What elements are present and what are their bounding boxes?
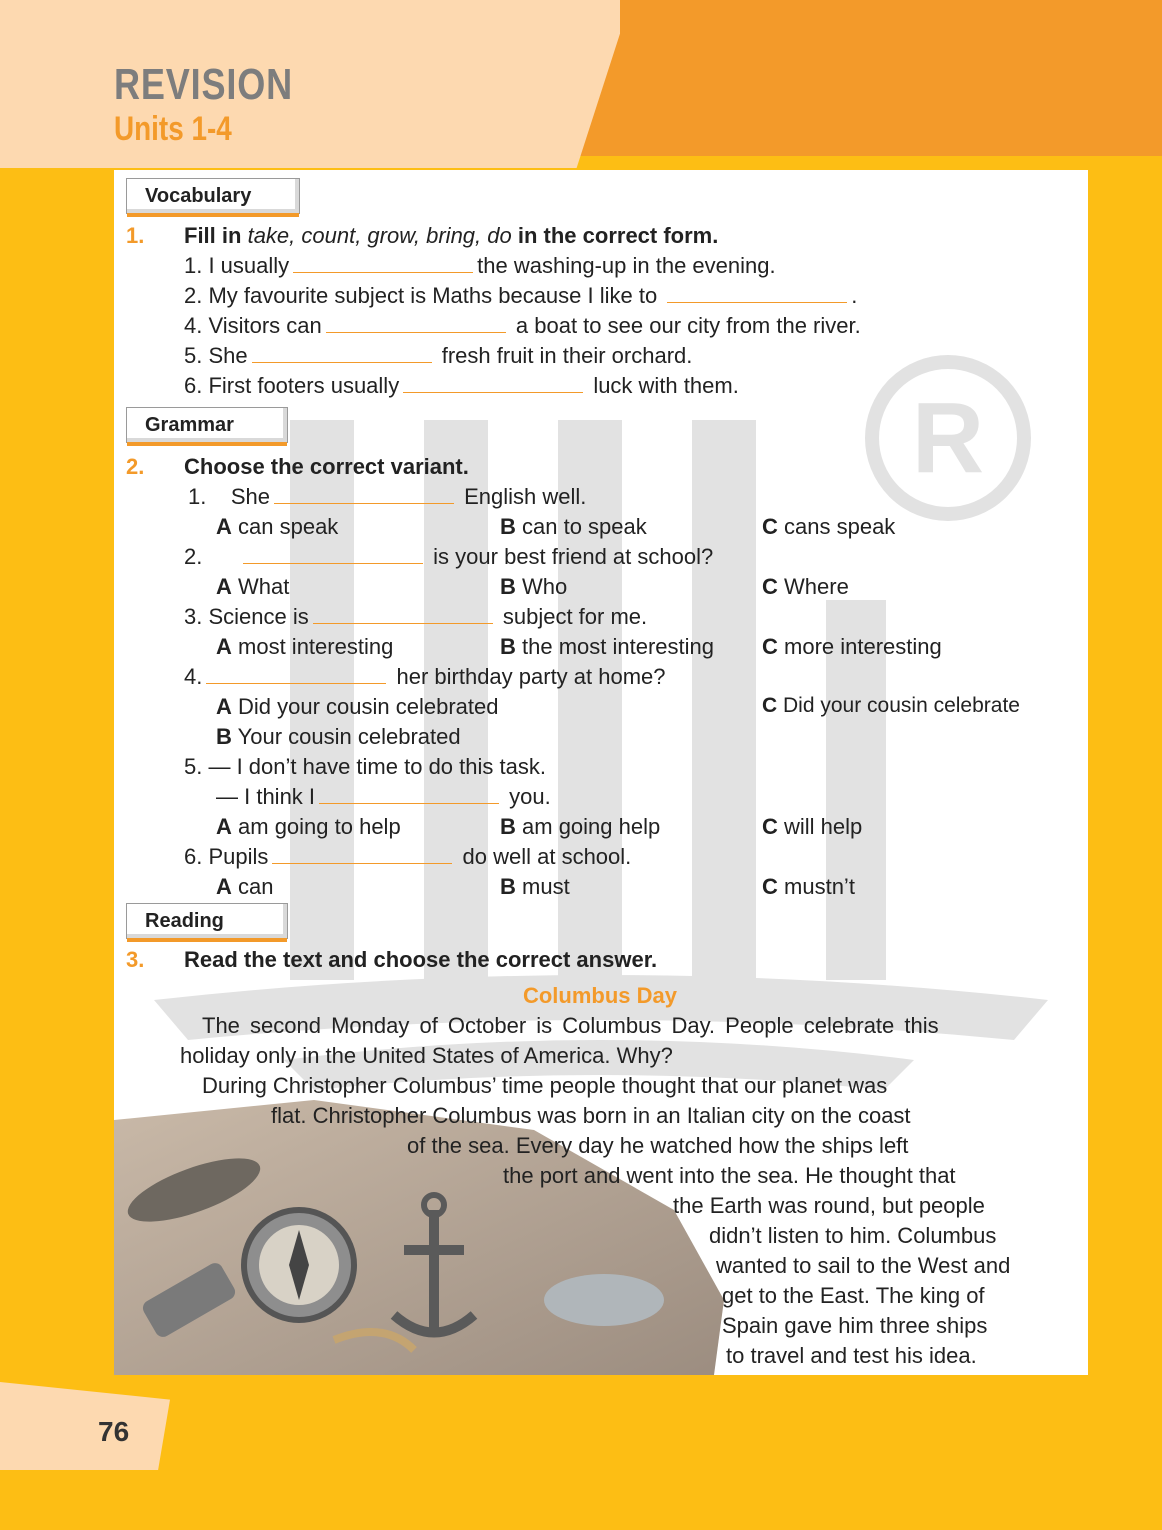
option-b: B Your cousin celebrated — [216, 724, 461, 749]
paragraph-line: flat. Christopher Columbus was born in an Italian city on the coast — [271, 1103, 911, 1128]
page-number-tab — [0, 1382, 170, 1470]
question: 2. is your best friend at school? — [184, 544, 714, 569]
grammar-tag: Grammar — [126, 407, 288, 443]
page-subtitle: Units 1-4 — [114, 110, 232, 148]
svg-text:R: R — [911, 382, 985, 494]
text-title: Columbus Day — [522, 983, 678, 1008]
option-b: B must — [500, 874, 570, 899]
question: 5. — I don’t have time to do this task. — [184, 754, 546, 779]
paragraph-line: of the sea. Every day he watched how the ships left — [407, 1133, 909, 1158]
vocabulary-tag: Vocabulary — [126, 178, 300, 214]
option-c: C will help — [762, 814, 863, 839]
list-item: 6. First footers usually luck with them. — [184, 373, 739, 398]
question: 4. her birthday party at home? — [184, 664, 666, 689]
question: 6. Pupils do well at school. — [184, 844, 632, 869]
option-b: B the most interesting — [500, 634, 714, 659]
task-number: 3. — [126, 947, 145, 972]
question: 3. Science is subject for me. — [184, 604, 648, 629]
paragraph-line: wanted to sail to the West and — [716, 1253, 1011, 1278]
page-title: REVISION — [114, 60, 293, 109]
option-c: C cans speak — [762, 514, 896, 539]
option-a: A Did your cousin celebrated — [216, 694, 499, 719]
option-a: A can — [216, 874, 274, 899]
paragraph-line: didn’t listen to him. Columbus — [709, 1223, 997, 1248]
paragraph-line: During Christopher Columbus’ time people thought that our planet was — [202, 1073, 888, 1098]
option-c: C Where — [762, 574, 849, 599]
list-item: 4. Visitors can a boat to see our city from the river. — [184, 313, 861, 338]
paragraph-line: Spain gave him three ships — [722, 1313, 988, 1338]
list-item: 1. I usually the washing-up in the evening. — [184, 253, 776, 278]
option-c: C more interesting — [762, 634, 942, 659]
option-c: C Did your cousin celebrate — [762, 694, 1020, 717]
option-a: A What — [216, 574, 290, 599]
task-instruction: Read the text and choose the correct answer. — [184, 947, 658, 972]
content-panel — [114, 170, 1088, 1375]
paragraph-line: the Earth was round, but people — [673, 1193, 985, 1218]
paragraph-line: the port and went into the sea. He thought that — [503, 1163, 956, 1188]
option-c: C mustn’t — [762, 874, 855, 899]
page-number: 76 — [98, 1416, 130, 1447]
option-a: A most interesting — [216, 634, 394, 659]
task-instruction: Choose the correct variant. — [184, 454, 469, 479]
paragraph-line: The second Monday of October is Columbus Day. People celebrate this — [202, 1013, 939, 1038]
task-number: 1. — [126, 223, 145, 248]
paragraph-line: to travel and test his idea. — [726, 1343, 977, 1368]
list-item: 2. My favourite subject is Maths because I like to . — [184, 283, 858, 308]
option-a: A am going to help — [216, 814, 401, 839]
question: — I think I you. — [216, 784, 551, 809]
option-b: B can to speak — [500, 514, 647, 539]
list-item: 5. She fresh fruit in their orchard. — [184, 343, 693, 368]
option-a: A can speak — [216, 514, 339, 539]
header-tab — [0, 0, 620, 168]
question: 1. She English well. — [188, 484, 587, 509]
option-b: B am going help — [500, 814, 661, 839]
option-b: B Who — [500, 574, 568, 599]
paragraph-line: holiday only in the United States of America. Why? — [180, 1043, 673, 1068]
task-number: 2. — [126, 454, 145, 479]
reading-tag: Reading — [126, 903, 288, 939]
task-instruction: Fill in take, count, grow, bring, do in the correct form. — [184, 223, 719, 248]
paragraph-line: get to the East. The king of — [722, 1283, 985, 1308]
